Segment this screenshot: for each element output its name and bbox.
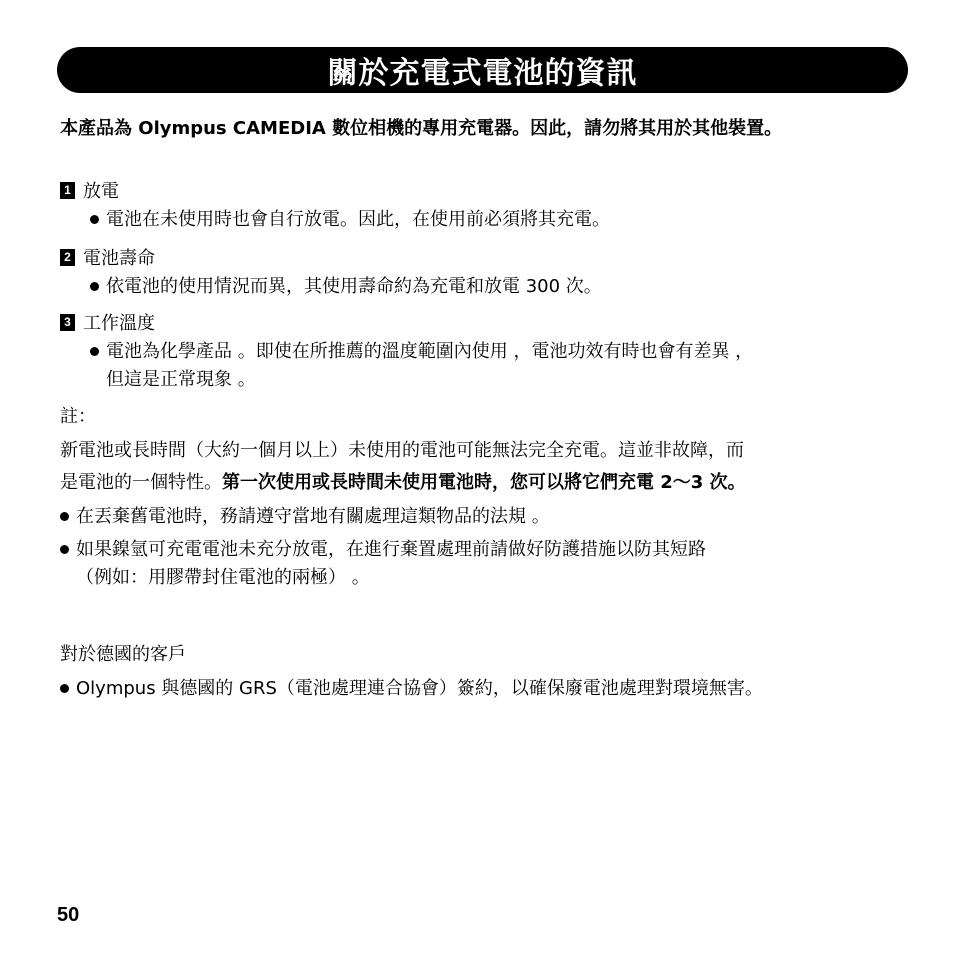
section-heading-3: 工作溫度 (83, 313, 155, 334)
page-number: 50 (57, 904, 80, 926)
list-item: 依電池的使用情況而異，其使用壽命約為充電和放電 300 次。 (90, 273, 602, 301)
section-battery-life (60, 244, 155, 270)
page-title: 關於充電式電池的資訊 (57, 47, 908, 93)
bullet-icon (60, 512, 69, 521)
section-heading-2: 電池壽命 (83, 248, 155, 269)
note-line-2: 是電池的一個特性。第一次使用或長時間未使用電池時，您可以將它們充電 2〜3 次。 (60, 472, 746, 493)
list-item: 電池在未使用時也會自行放電。因此，在使用前必須將其充電。 (90, 206, 610, 234)
section-number-3: 3 (60, 314, 75, 331)
note-line-1: 新電池或長時間（大約一個月以上）未使用的電池可能無法完全充電。這並非故障，而 (60, 440, 744, 461)
section-heading-1: 放電 (83, 181, 119, 202)
bullet-icon (60, 545, 69, 554)
list-item: Olympus 與德國的 GRS（電池處理連合協會）簽約，以確保廢電池處理對環境無害。 (60, 675, 763, 703)
list-item: 在丟棄舊電池時，務請遵守當地有關處理這類物品的法規 。 (60, 503, 550, 531)
bullet-icon (90, 282, 99, 291)
section-discharge (60, 177, 119, 203)
note-label: 註： (60, 406, 96, 427)
bullet-icon (60, 684, 69, 693)
bullet-icon (90, 215, 99, 224)
section-number-1: 1 (60, 182, 75, 199)
section-operating-temperature (60, 309, 155, 335)
section-number-2: 2 (60, 249, 75, 266)
bullet-icon (90, 347, 99, 356)
germany-heading: 對於德國的客戶 (60, 644, 186, 665)
list-item: 如果鎳氫可充電電池未充分放電，在進行棄置處理前請做好防護措施以防其短路 （例如：用膠帶封住電池的兩極） 。 (60, 536, 706, 592)
list-item: 電池為化學產品 。即使在所推薦的溫度範圍內使用 ，電池功效有時也會有差異 ， 但這是正常現象 。 (90, 338, 753, 394)
intro-text: 本產品為 Olympus CAMEDIA 數位相機的專用充電器。因此，請勿將其用於其他裝置。 (60, 118, 783, 139)
